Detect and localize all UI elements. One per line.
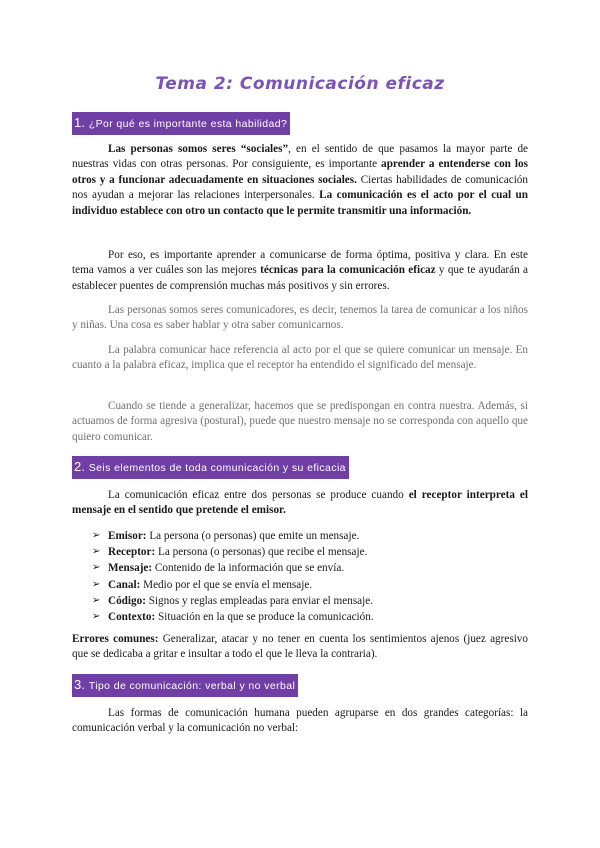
elements-list [92,528,512,625]
text: Generalizar, atacar y no tener en cuenta los sentimientos ajenos (juez agresivo que se dedicaba a gritar e insultar a todo el que le lleva la contraria). [72,633,528,661]
section-heading-2 [72,456,349,479]
list-item [92,593,512,609]
text: La palabra comunicar hace referencia al acto por el que se quiere comunicar un mensaje. En cuanto a la palabra eficaz, implica que el receptor ha entendido el significado del mensaje. [72,344,528,372]
arrow-right-icon: ➢ [92,530,101,541]
term: Receptor: [108,546,156,559]
paragraph-social-beings [72,142,528,219]
paragraph-generalize [72,399,528,445]
document-title: Tema 2: Comunicación eficaz [155,74,445,94]
description: La persona (o personas) que recibe el mensaje. [155,546,368,559]
term: Contexto: [108,610,156,623]
arrow-right-icon: ➢ [92,562,101,574]
list-item [92,577,512,593]
description: Situación en la que se produce la comunicación. [155,610,374,623]
arrow-right-icon: ➢ [92,546,101,558]
bold-text: aprender a entenderse con los otros y a funcionar adecuadamente en situaciones sociales. [72,158,528,186]
term: Canal: [108,578,141,591]
paragraph-definition [72,343,528,374]
section-heading-3 [72,674,298,697]
text: , en el sentido de que pasamos la mayor parte de nuestras vidas con otras personas. Por consiguiente, es importante [72,143,528,171]
list-item [92,528,512,544]
paragraph-why-communicate [72,248,528,294]
bold-text: La comunicación es el acto por el cual un individuo establece con otro un contacto que le permite transmitir una información. [72,189,529,217]
term: Emisor: [108,530,147,542]
paragraph-communicators [72,303,528,334]
arrow-right-icon: ➢ [92,610,101,622]
bold-text: el receptor interpreta el mensaje en el sentido que pretende el emisor. [72,489,528,517]
section-number: 3. [74,677,86,692]
bold-text: Errores comunes: [72,633,159,645]
section-label: Tipo de comunicación: verbal y no verbal [88,680,296,692]
bold-text: técnicas para la comunicación eficaz [260,264,436,277]
section-label: Seis elementos de toda comunicación y su eficacia [88,462,346,474]
text: Cuando se tiende a generalizar, hacemos que se predispongan en contra nuestra. Además, si actuamos de forma agresiva (postural), puede que nuestro mensaje no se corresponda con aquello que quiero comunicar. [72,400,528,443]
paragraph-common-errors [72,632,528,663]
list-item [92,560,512,576]
section-number: 1. [74,115,86,130]
description: La persona (o personas) que emite un mensaje. [146,530,360,542]
list-item [92,544,512,560]
paragraph-effective-communication [72,488,528,519]
text: La comunicación eficaz entre dos personas se produce cuando [108,489,409,501]
section-label: ¿Por qué es importante esta habilidad? [88,118,288,130]
paragraph-communication-types [72,706,528,737]
description: Medio por el que se envía el mensaje. [140,578,313,591]
section-heading-1 [72,112,290,135]
arrow-right-icon: ➢ [92,578,101,590]
term: Mensaje: [108,562,153,575]
text: Las personas somos seres comunicadores, es decir, tenemos la tarea de comunicar a los niños y niñas. Una cosa es saber hablar y otra saber comunicarnos. [72,304,528,332]
description: Contenido de la información que se envía. [152,562,345,575]
description: Signos y reglas empleadas para enviar el mensaje. [145,594,374,607]
text: y que te ayudarán a establecer puentes de comprensión muchas más positivos y sin errores. [72,264,528,292]
text: Las formas de comunicación humana pueden agruparse en dos grandes categorías: la comunicación verbal y la comunicación no verbal: [72,707,528,735]
text: Ciertas habilidades de comunicación nos ayudan a mejorar las relaciones interpersonales. [72,173,528,202]
bold-text: Las personas somos seres “sociales” [108,143,289,155]
term: Código: [108,594,146,607]
section-number: 2. [74,459,86,474]
list-item [92,609,512,625]
arrow-right-icon: ➢ [92,594,101,606]
text: Por eso, es importante aprender a comunicarse de forma óptima, positiva y clara. En este tema vamos a ver cuáles son las mejores [72,249,528,277]
